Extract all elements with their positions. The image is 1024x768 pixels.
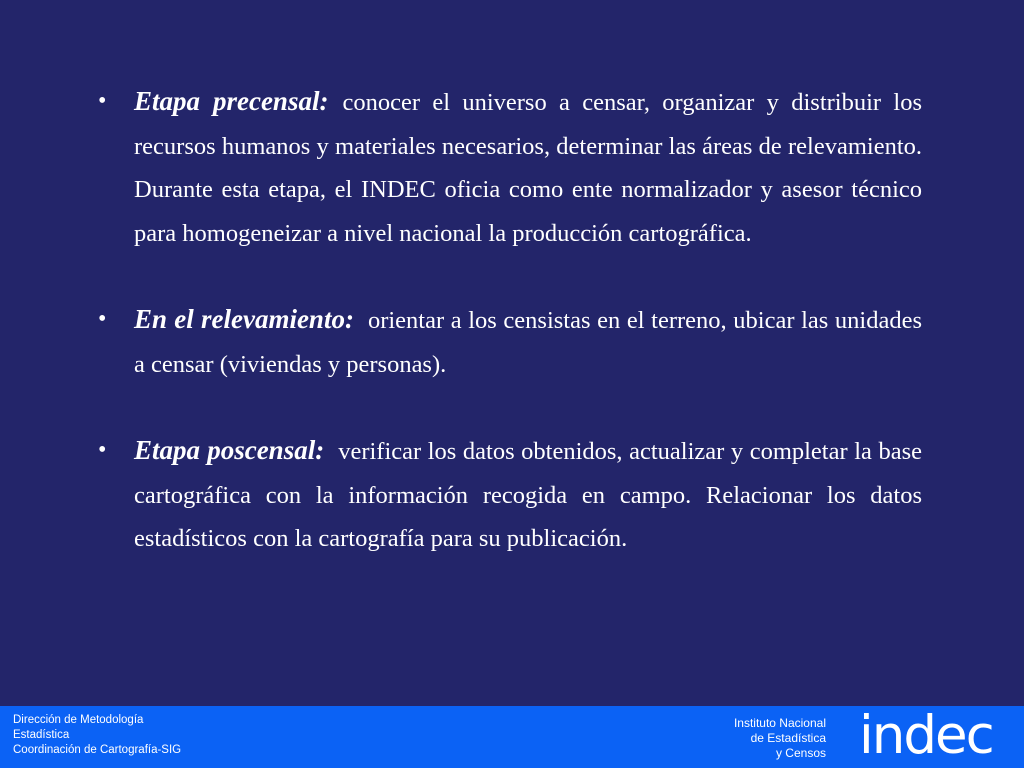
footer-left-line: Coordinación de Cartografía-SIG: [13, 744, 182, 756]
footer-bar: [0, 706, 1024, 768]
bullet-text: verificar los datos obtenidos, actualizar y completar la base cartográfica con la información recogida en campo. Relacionar los datos estadísticos con la cartografía para su publicación.: [134, 438, 922, 552]
bullet-term: Etapa poscensal:: [134, 435, 325, 465]
footer-department: [13, 713, 181, 758]
footer-left-line: Dirección de Metodología: [13, 714, 144, 726]
footer-right-line: y Censos: [775, 746, 826, 760]
bullet-item-poscensal: [98, 429, 922, 561]
bullet-text: orientar a los censistas en el terreno, ubicar las unidades a censar (viviendas y personas).: [134, 307, 923, 378]
footer-right-line: de Estadística: [750, 731, 826, 745]
bullet-term: En el relevamiento:: [134, 304, 354, 334]
footer-institution: [734, 716, 826, 761]
bullet-item-precensal: [98, 80, 922, 255]
bullet-text: conocer el universo a censar, organizar y distribuir los recursos humanos y materiales necesarios, determinar las áreas de relevamiento. Durante esta etapa, el INDEC oficia como ente normalizador y asesor técnico para homogeneizar a nivel nacional la producción cartográfica.: [134, 89, 922, 247]
footer-right-line: Instituto Nacional: [733, 716, 826, 730]
bullet-dot: •: [98, 88, 107, 114]
footer-left-line: Estadística: [13, 729, 70, 741]
bullet-dot: •: [98, 437, 107, 463]
bullet-list: [98, 80, 922, 561]
indec-logo: indec: [859, 705, 993, 766]
bullet-item-relevamiento: [98, 298, 922, 386]
bullet-term: Etapa precensal:: [134, 86, 329, 116]
bullet-dot: •: [98, 306, 107, 332]
